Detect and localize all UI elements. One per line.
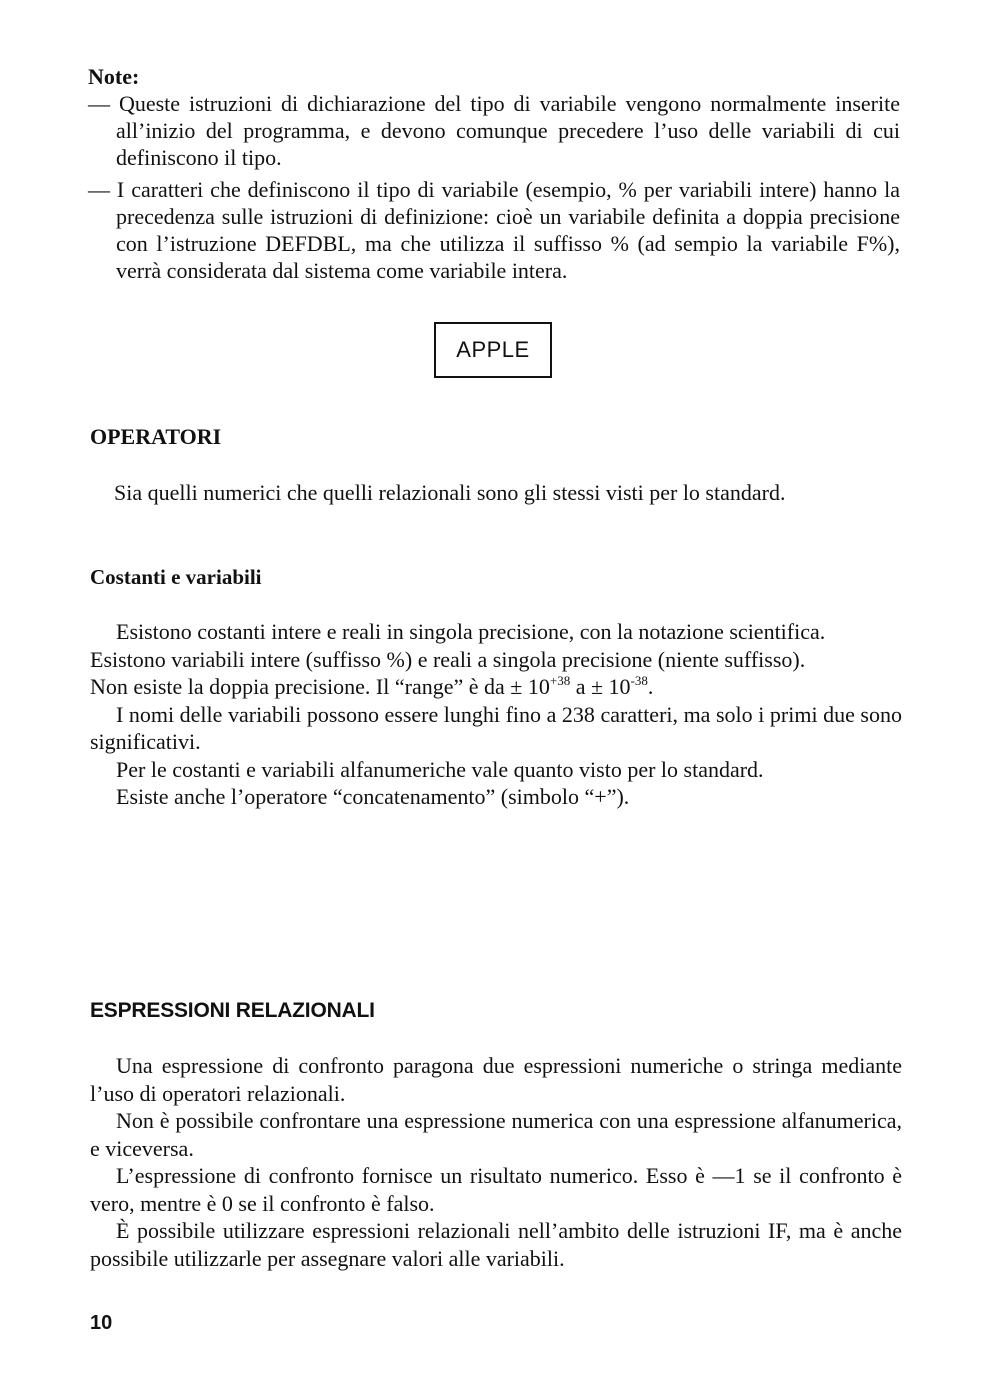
costanti-paragraph-2: Esistono variabili intere (suffisso %) e reali a singola precisione (niente suffisso). (90, 646, 806, 672)
range-exponent-upper: +38 (549, 673, 571, 688)
range-text: Non esiste la doppia precisione. Il “range” è da ± 10 (90, 674, 550, 699)
page-number: 10 (90, 1312, 113, 1334)
espressioni-body (90, 1052, 902, 1272)
range-exponent-lower: -38 (630, 673, 648, 688)
apple-boxed-title: APPLE (434, 322, 552, 378)
operatori-body (90, 479, 902, 507)
costanti-body (90, 618, 902, 811)
espressioni-paragraph-2: Non è possibile confrontare una espressione numerica con una espressione alfanumerica, e viceversa. (90, 1108, 902, 1161)
range-text-mid: a ± 10 (570, 674, 631, 699)
heading-espressioni-relazionali: ESPRESSIONI RELAZIONALI (90, 999, 375, 1022)
note-item-1: — Queste istruzioni di dichiarazione del tipo di variabile vengono normalmente inserite all’inizio del programma, e devono comunque precedere l’uso delle variabili di cui definiscono il tipo. (88, 91, 900, 170)
range-text-end: . (647, 674, 654, 699)
note-item-2: — I caratteri che definiscono il tipo di variabile (esempio, % per variabili intere) hanno la precedenza sulle istruzioni di definizione: cioè un variabile definita a doppia precisione con l’istruzione DEFDBL, ma che utilizza il suffisso % (ad sempio la variabile F%), verrà considerata dal sistema come variabile intera. (88, 177, 900, 283)
espressioni-paragraph-1: Una espressione di confronto paragona due espressioni numeriche o stringa mediante l’uso di operatori relazionali. (90, 1053, 902, 1106)
costanti-paragraph-1: Esistono costanti intere e reali in singola precisione, con la notazione scientifica. (116, 619, 826, 644)
costanti-paragraph-5: Per le costanti e variabili alfanumeriche vale quanto visto per lo standard. (116, 756, 764, 782)
costanti-paragraph-3 (90, 673, 902, 701)
heading-operatori: OPERATORI (90, 424, 222, 449)
operatori-paragraph: Sia quelli numerici che quelli relazionali sono gli stessi visti per lo standard. (114, 480, 786, 505)
espressioni-paragraph-4: È possibile utilizzare espressioni relazionali nell’ambito delle istruzioni IF, ma è anche possibile utilizzarle per assegnare valori alle variabili. (90, 1218, 902, 1271)
espressioni-paragraph-3: L’espressione di confronto fornisce un risultato numerico. Esso è —1 se il confronto è vero, mentre è 0 se il confronto è falso. (90, 1163, 902, 1216)
costanti-paragraph-6: Esiste anche l’operatore “concatenamento” (simbolo “+”). (116, 784, 630, 809)
notes-label: Note: (88, 64, 140, 89)
costanti-paragraph-4: I nomi delle variabili possono essere lunghi fino a 238 caratteri, ma solo i primi due sono significativi. (90, 701, 902, 754)
heading-costanti-variabili: Costanti e variabili (90, 565, 262, 589)
